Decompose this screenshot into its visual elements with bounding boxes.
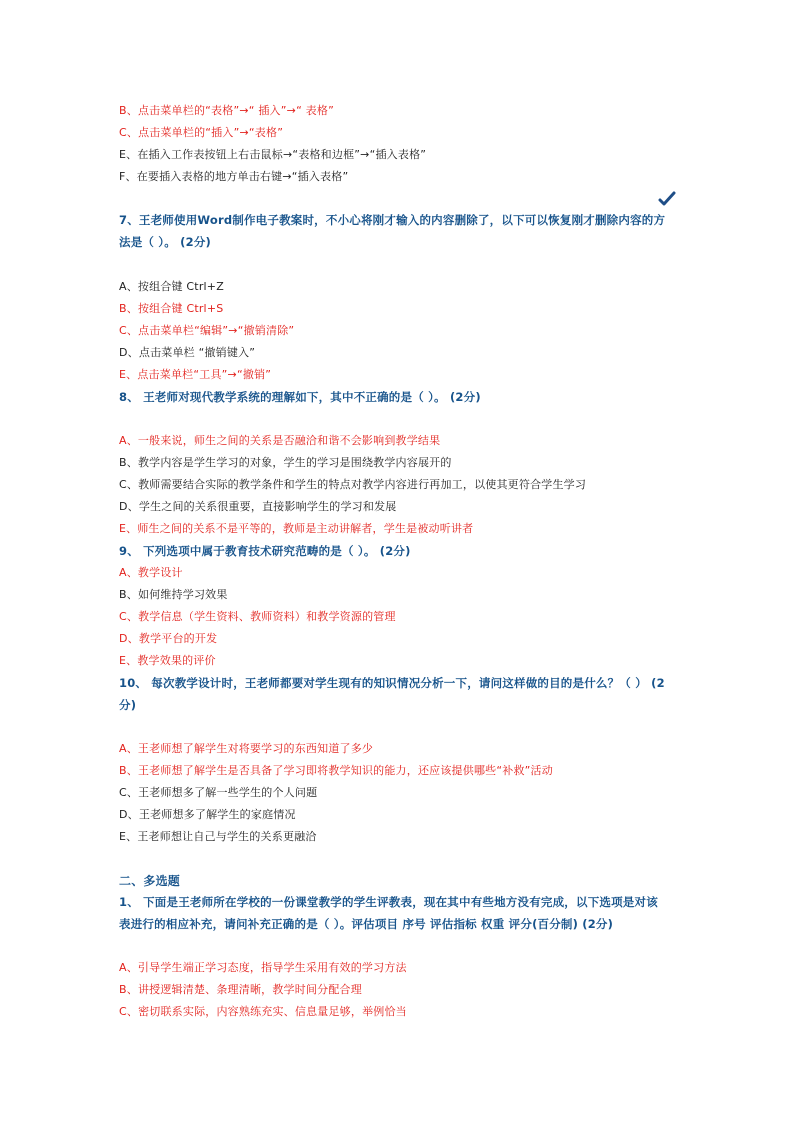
question-10-text-cont: 分) bbox=[119, 698, 137, 712]
option-e-prev: E、在插入工作表按钮上右击鼠标→“表格和边框”→“插入表格” bbox=[119, 148, 427, 161]
q9-option-d: D、教学平台的开发 bbox=[119, 632, 218, 645]
checkmark-icon bbox=[658, 191, 676, 207]
q10-option-c: C、王老师想多了解一些学生的个人问题 bbox=[119, 786, 318, 799]
q8-option-c: C、教师需要结合实际的教学条件和学生的特点对教学内容进行再加工，以使其更符合学生学习 bbox=[119, 478, 587, 491]
question-10-text: 10、 每次教学设计时，王老师都要对学生现有的知识情况分析一下，请问这样做的目的是什么？（ ） (2 bbox=[119, 676, 665, 690]
q8-option-a: A、一般来说，师生之间的关系是否融洽和谐不会影响到教学结果 bbox=[119, 434, 441, 447]
question-7-text-cont: 法是（ ）。 (2分) bbox=[119, 235, 211, 249]
multi-question-1-text-cont: 表进行的相应补充，请问补充正确的是（ ）。评估项目 序号 评估指标 权重 评分(百分制) (2分) bbox=[119, 917, 614, 931]
q8-option-e: E、师生之间的关系不是平等的，教师是主动讲解者，学生是被动听讲者 bbox=[119, 522, 474, 535]
q9-option-a: A、教学设计 bbox=[119, 566, 183, 579]
multi-question-1-text: 1、 下面是王老师所在学校的一份课堂教学的学生评教表，现在其中有些地方没有完成，以下选项是对该 bbox=[119, 895, 658, 909]
q8-option-b: B、教学内容是学生学习的对象，学生的学习是围绕教学内容展开的 bbox=[119, 456, 452, 469]
m1-option-c: C、密切联系实际，内容熟练充实、信息量足够，举例恰当 bbox=[119, 1005, 407, 1018]
q7-option-b: B、按组合键 Ctrl+S bbox=[119, 302, 224, 315]
q9-option-c: C、教学信息（学生资料、教师资料）和教学资源的管理 bbox=[119, 610, 396, 623]
section-heading-multiple-choice: 二、多选题 bbox=[119, 874, 181, 888]
option-b-prev: B、点击菜单栏的“表格”→“ 插入”→“ 表格” bbox=[119, 104, 334, 117]
q7-option-a: A、按组合键 Ctrl+Z bbox=[119, 280, 224, 293]
q8-option-d: D、学生之间的关系很重要，直接影响学生的学习和发展 bbox=[119, 500, 397, 513]
q10-option-d: D、王老师想多了解学生的家庭情况 bbox=[119, 808, 296, 821]
q7-option-e: E、点击菜单栏“工具”→“撤销” bbox=[119, 368, 272, 381]
m1-option-b: B、讲授逻辑清楚、条理清晰，教学时间分配合理 bbox=[119, 983, 362, 996]
q9-option-b: B、如何维持学习效果 bbox=[119, 588, 228, 601]
q10-option-e: E、王老师想让自己与学生的关系更融洽 bbox=[119, 830, 317, 843]
q10-option-a: A、王老师想了解学生对将要学习的东西知道了多少 bbox=[119, 742, 374, 755]
q7-option-c: C、点击菜单栏“编辑”→“撤销清除” bbox=[119, 324, 295, 337]
q7-option-d: D、点击菜单栏 “撤销键入” bbox=[119, 346, 256, 359]
question-9-text: 9、 下列选项中属于教育技术研究范畴的是（ ）。 (2分) bbox=[119, 544, 411, 558]
q9-option-e: E、教学效果的评价 bbox=[119, 654, 216, 667]
option-f-prev: F、在要插入表格的地方单击右键→“插入表格” bbox=[119, 170, 349, 183]
option-c-prev: C、点击菜单栏的“插入”→“表格” bbox=[119, 126, 284, 139]
m1-option-a: A、引导学生端正学习态度，指导学生采用有效的学习方法 bbox=[119, 961, 407, 974]
q10-option-b: B、王老师想了解学生是否具备了学习即将教学知识的能力，还应该提供哪些“补救”活动 bbox=[119, 764, 553, 777]
question-7-text: 7、王老师使用Word制作电子教案时，不小心将刚才输入的内容删除了，以下可以恢复刚才删除内容的方 bbox=[119, 213, 666, 227]
question-8-text: 8、 王老师对现代教学系统的理解如下，其中不正确的是（ ）。 (2分) bbox=[119, 390, 481, 404]
